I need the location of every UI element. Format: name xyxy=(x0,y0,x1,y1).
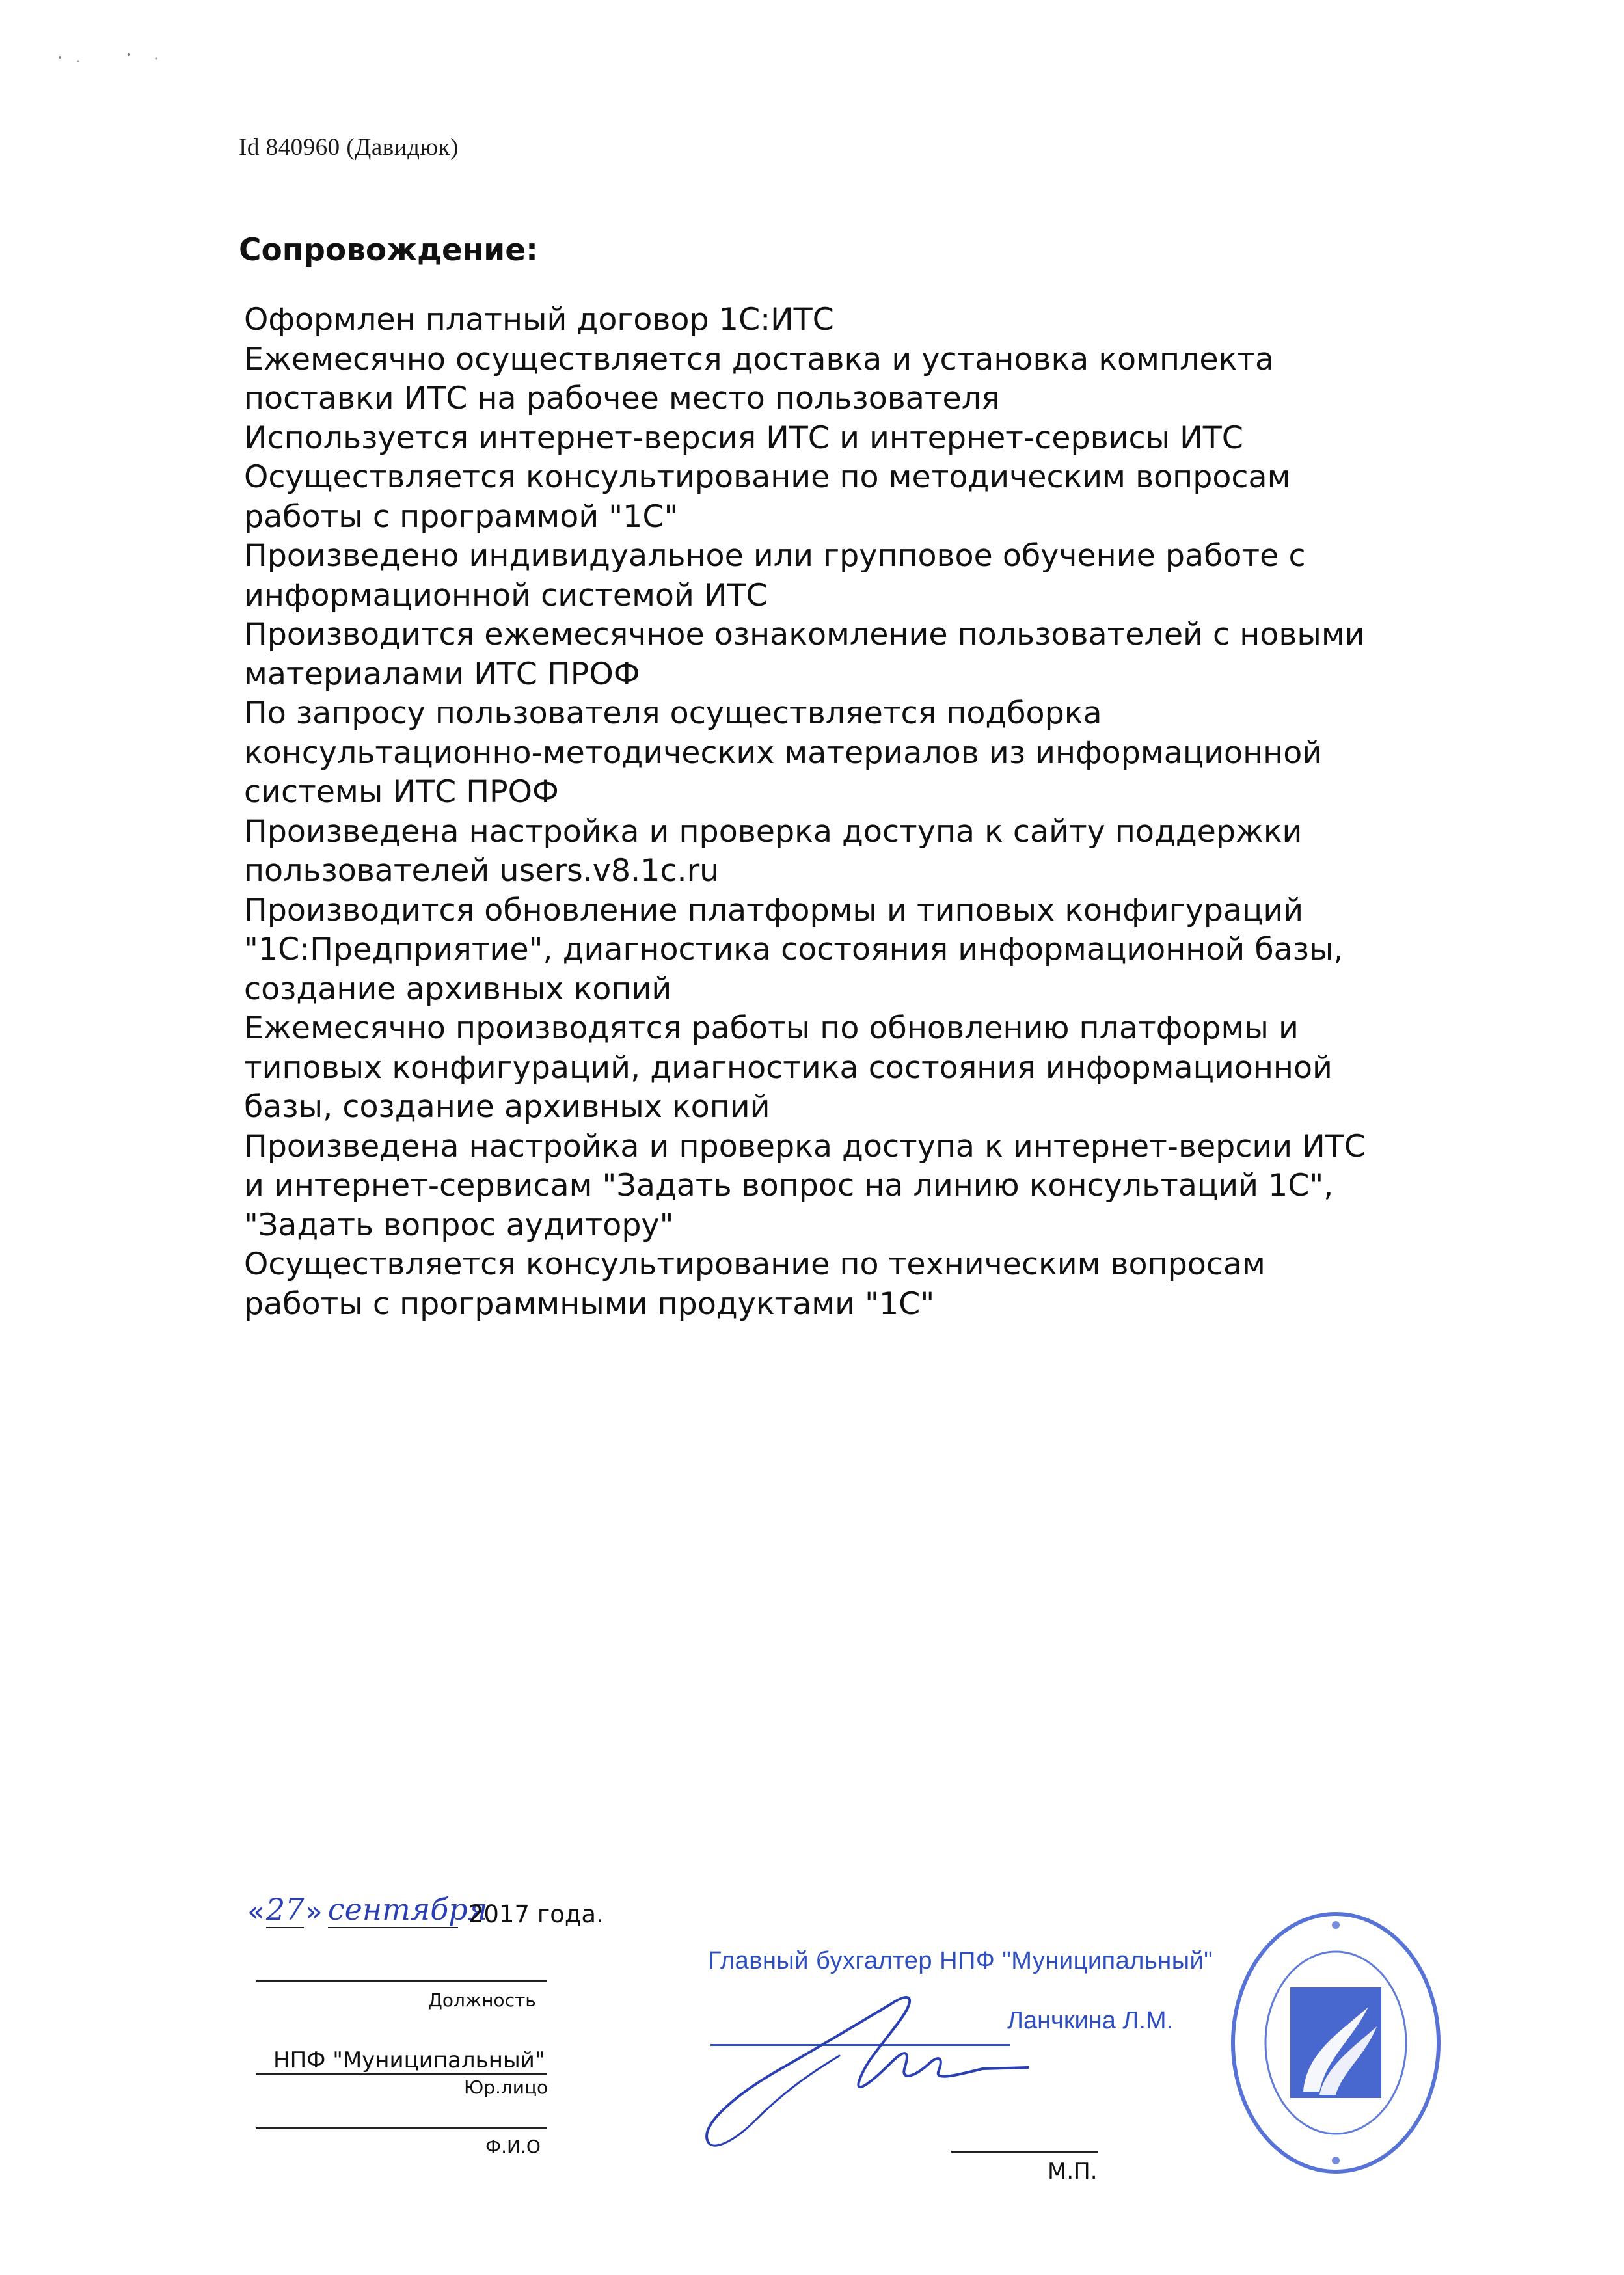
document-id: Id 840960 (Давидюк) xyxy=(239,134,459,161)
legal-entity-caption: Юр.лицо xyxy=(464,2077,548,2098)
service-item: Ежемесячно производятся работы по обновлению платформы и типовых конфигураций, диагностика состояния информационной базы, создание архивных копий xyxy=(244,1010,1333,1125)
service-item: Произведено индивидуальное или групповое обучение работе с информационной системой ИТС xyxy=(244,538,1306,613)
service-item: Используется интернет-версия ИТС и интернет-сервисы ИТС xyxy=(244,420,1243,456)
position-line xyxy=(256,1980,547,1982)
service-item: Оформлен платный договор 1С:ИТС xyxy=(244,302,834,338)
open-quote: « xyxy=(247,1895,265,1928)
service-item: По запросу пользователя осуществляется подборка консультационно-методических материалов из информационной системы ИТС ПРОФ xyxy=(244,695,1323,810)
organization-seal xyxy=(1228,1909,1443,2176)
date-month: сентября xyxy=(327,1892,488,1927)
service-item: Осуществляется консультирование по техническим вопросам работы с программными продуктами "1С" xyxy=(244,1246,1265,1322)
service-item: Произведена настройка и проверка доступа к интернет-версии ИТС и интернет-сервисам "Задать вопрос на линию консультаций 1С", "Задать вопрос аудитору" xyxy=(244,1128,1366,1243)
service-item: Ежемесячно осуществляется доставка и установка комплекта поставки ИТС на рабочее место пользователя xyxy=(244,341,1275,416)
fio-line xyxy=(256,2127,547,2129)
date-year: 2017 года. xyxy=(468,1900,604,1928)
stamp-name: Ланчкина Л.М. xyxy=(1007,2007,1174,2034)
service-item: Производится ежемесячное ознакомление пользователей с новыми материалами ИТС ПРОФ xyxy=(244,617,1365,692)
stamp-title: Главный бухгалтер НПФ "Муниципальный" xyxy=(708,1947,1213,1974)
section-heading: Сопровождение: xyxy=(239,232,538,268)
org-name: НПФ "Муниципальный" xyxy=(273,2047,545,2073)
service-item: Осуществляется консультирование по методическим вопросам работы с программой "1С" xyxy=(244,459,1291,535)
scan-specks xyxy=(52,46,169,72)
service-item: Произведена настройка и проверка доступа к сайту поддержки пользователей users.v8.1c.ru xyxy=(244,813,1303,889)
seal-line xyxy=(951,2151,1098,2153)
legal-entity-line xyxy=(256,2073,547,2075)
handwritten-signature xyxy=(696,1978,1035,2160)
date-line xyxy=(247,1892,604,1928)
position-caption: Должность xyxy=(428,1989,536,2011)
date-month-field xyxy=(327,1892,488,1928)
date-day-field xyxy=(266,1892,304,1928)
close-quote: » xyxy=(304,1895,323,1928)
fio-caption: Ф.И.О xyxy=(485,2136,541,2157)
date-day: 27 xyxy=(265,1892,304,1927)
service-item: Производится обновление платформы и типовых конфигураций "1С:Предприятие", диагностика состояния информационной базы, создание архивных копий xyxy=(244,892,1344,1007)
seal-caption: М.П. xyxy=(1048,2159,1098,2185)
service-list xyxy=(244,301,1389,1324)
